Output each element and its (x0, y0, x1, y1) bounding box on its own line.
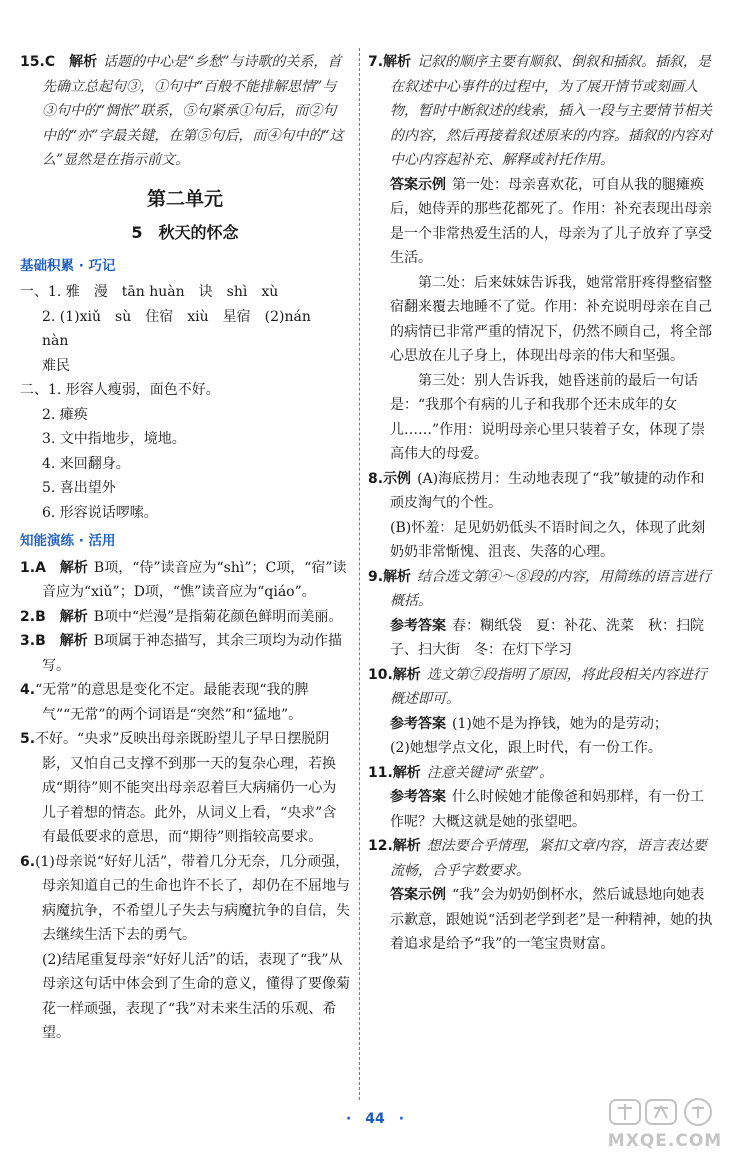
example-label: 示例 (383, 470, 412, 487)
page-number: · 44 · (345, 1111, 405, 1127)
analysis-text: B项中“烂漫”是指菊花颜色鲜明而美丽。 (93, 608, 343, 625)
answer-text: 第一处：母亲喜欢花，可自从我的腿瘫痪后，她侍弄的那些花都死了。作用：补充表现出母亲是一个非常热爱生活的人，母亲为了儿子放弃了享受生活。 (390, 176, 712, 266)
reference-answer-label: 参考答案 (390, 789, 446, 805)
answer-text: 不好。“央求”反映出母亲既盼望儿子早日摆脱阴影，又怕自己支撑不到那一天的复杂心理，若换成“期待”则不能突出母亲忍着巨大病痛仍一心为儿子着想的情态。此外，从词义上看，“央求”含有最低要求的意思，而“期待”则指较高要求。 (35, 731, 337, 845)
answer-text: (A)海底捞月：生动地表现了“我”敏捷的动作和顽皮淘气的个性。 (390, 470, 705, 511)
watermark-logo (606, 1096, 724, 1154)
reference-answer-label: 参考答案 (390, 617, 446, 634)
basics-line: 6. 形容说话啰嗦。 (42, 504, 158, 521)
basics-line: 5. 喜出望外 (42, 480, 116, 496)
question-8 (368, 467, 716, 516)
analysis-text: 记叙的顺序主要有顺叙、倒叙和插叙。插叙，是在叙述中心事件的过程中，为了展开情节或刻画人物，暂时中断叙述的线索，插入一段与主要情节相关的内容，然后再接着叙述原来的内容。插叙的内容对中心内容起补充、解释或衬托作用。 (390, 54, 712, 168)
question-number: 2. (20, 608, 36, 625)
unit-title: 第二单元 (146, 187, 223, 210)
analysis-label: 解析 (392, 666, 421, 683)
basics-line: 2. (1)xiǔ sù 住宿 xiù 星宿 (2)nán nàn (42, 308, 325, 349)
left-column (20, 50, 350, 1046)
question-1 (20, 556, 350, 605)
analysis-label: 解析 (59, 608, 88, 625)
analysis-text: 结合选文第④～⑧段的内容，用简练的语言进行概括。 (390, 568, 712, 609)
analysis-text: B项，“侍”读音应为“shì”；C项，“宿”读音应为“xiǔ”；D项，“憔”读音应为“qiáo”。 (42, 559, 347, 600)
question-11-answer (368, 785, 716, 834)
question-10-answer-2: (2)她想学点文化，跟上时代，有一份工作。 (390, 740, 662, 756)
question-5 (20, 727, 350, 850)
basics-line: 3. 文中指地步，境地。 (42, 431, 186, 447)
answer-choice: B (35, 633, 46, 649)
question-number: 9. (368, 568, 384, 585)
analysis-text: 话题的中心是“乡愁”与诗歌的关系，首先确立总起句③，①句中“百般不能排解思情”与③句中的“惆怅”联系，⑤句紧承①句后，而②句中的“亦”字最关键，在第⑤句后，而④句中的“这么”显然是在指示前文。 (42, 54, 344, 168)
question-number: 11. (368, 764, 393, 781)
answer-example-2: 第二处：后来妹妹告诉我，她常常肝疼得整宿整宿翻来覆去地睡不了觉。作用：补充说明母亲在自己的病情已非常严重的情况下，仍然不顾自己，将全部心思放在儿子身上，体现出母亲的伟大和坚强。 (390, 274, 712, 364)
question-2 (20, 605, 350, 630)
question-9-answer (368, 614, 716, 663)
question-11 (368, 761, 716, 786)
analysis-label: 解析 (383, 568, 412, 585)
answer-example-label: 答案示例 (390, 887, 446, 903)
question-number: 5. (20, 731, 36, 747)
answer-choice: C (44, 54, 56, 70)
analysis-text: 注意关键词“张望”。 (426, 764, 554, 781)
section-heading-basics: 基础积累 · 巧记 (20, 257, 116, 274)
question-6-part2: (2)结尾重复母亲“好好儿活”的话，表现了“我”从母亲这句话中体会到了生命的意义，懂得了要像菊花一样顽强，表现了“我”对未来生活的乐观、希望。 (42, 951, 350, 1041)
basics-line: 二、1. 形容人瘦弱，面色不好。 (20, 382, 220, 398)
question-8-part-b: (B)怀羞：足见奶奶低头不语时间之久，体现了此刻奶奶非常惭愧、沮丧、失落的心理。 (390, 519, 706, 560)
reference-answer-label: 参考答案 (390, 715, 446, 732)
analysis-label: 解析 (69, 54, 98, 70)
answer-choice: A (35, 559, 46, 576)
column-divider (359, 48, 360, 1100)
answer-choice: B (35, 608, 46, 625)
basics-line: 难民 (42, 357, 70, 374)
question-12-answer (368, 883, 716, 957)
question-6 (20, 850, 350, 948)
analysis-text: 想法要合乎情理，紧扣文章内容，语言表达要流畅，合乎字数要求。 (390, 838, 707, 879)
answer-example-3: 第三处：别人告诉我，她昏迷前的最后一句话是：“我那个有病的儿子和我那个还未成年的女儿……”作用：说明母亲心里只装着子女，体现了崇高伟大的母爱。 (390, 372, 706, 462)
analysis-label: 解析 (59, 633, 88, 649)
question-4 (20, 678, 350, 727)
section-heading-practice: 知能演练 · 活用 (20, 533, 116, 549)
question-10-answer (368, 712, 716, 737)
right-column (368, 50, 716, 957)
analysis-text: B项属于神态描写，其余三项均为动作描写。 (42, 633, 343, 674)
question-number: 10. (368, 666, 393, 683)
question-number: 15. (20, 54, 45, 70)
analysis-label: 解析 (59, 559, 88, 576)
question-9 (368, 565, 716, 614)
basics-line: 一、1. 雅 漫 tān huàn 诀 shì xù (20, 284, 279, 300)
basics-line: 4. 来回翻身。 (42, 455, 130, 472)
question-number: 8. (368, 470, 384, 487)
lesson-title: 5 秋天的怀念 (131, 223, 239, 242)
question-number: 6. (20, 853, 36, 870)
analysis-label: 解析 (392, 838, 421, 854)
answer-text: (1)母亲说“好好儿活”，带着几分无奈，几分顽强，母亲知道自己的生命也许不长了，却仍在不屈地与病魔抗争，不希望儿子失去与病魔抗争的自信，失去继续生活下去的勇气。 (35, 853, 350, 943)
question-10 (368, 663, 716, 712)
analysis-text: 选文第⑦段指明了原因，将此段相关内容进行概述即可。 (390, 666, 707, 707)
question-7 (368, 50, 716, 173)
analysis-label: 解析 (392, 764, 421, 781)
analysis-label: 解析 (383, 54, 412, 70)
answer-text: (1)她不是为挣钱，她为的是劳动； (452, 715, 668, 732)
svg-text:MXQE.COM: MXQE.COM (607, 1131, 723, 1151)
answer-example-label: 答案示例 (390, 176, 446, 193)
answer-text: 什么时候她才能像爸和妈那样，有一份工作呢？大概这就是她的张望吧。 (390, 789, 704, 830)
answer-text: “无常”的意思是变化不定。最能表现“我的脾气”“无常”的两个词语是“突然”和“猛地”。 (35, 682, 309, 723)
question-number: 4. (20, 682, 36, 698)
question-12 (368, 834, 716, 883)
question-3 (20, 629, 350, 678)
question-number: 3. (20, 633, 36, 649)
answer-text: “我”会为奶奶倒杯水，然后诚恳地向她表示歉意，跟她说“活到老学到老”是一种精神，她的执着追求是给予“我”的一笔宝贵财富。 (390, 887, 713, 952)
basics-line: 2. 瘫痪 (42, 406, 88, 423)
question-15 (20, 50, 350, 173)
answer-example-1 (368, 173, 716, 271)
question-number: 1. (20, 559, 36, 576)
question-number: 7. (368, 54, 384, 70)
question-number: 12. (368, 838, 393, 854)
answer-text: 春：糊纸袋 夏：补花、洗菜 秋：扫院子、扫大街 冬：在灯下学习 (390, 617, 704, 658)
